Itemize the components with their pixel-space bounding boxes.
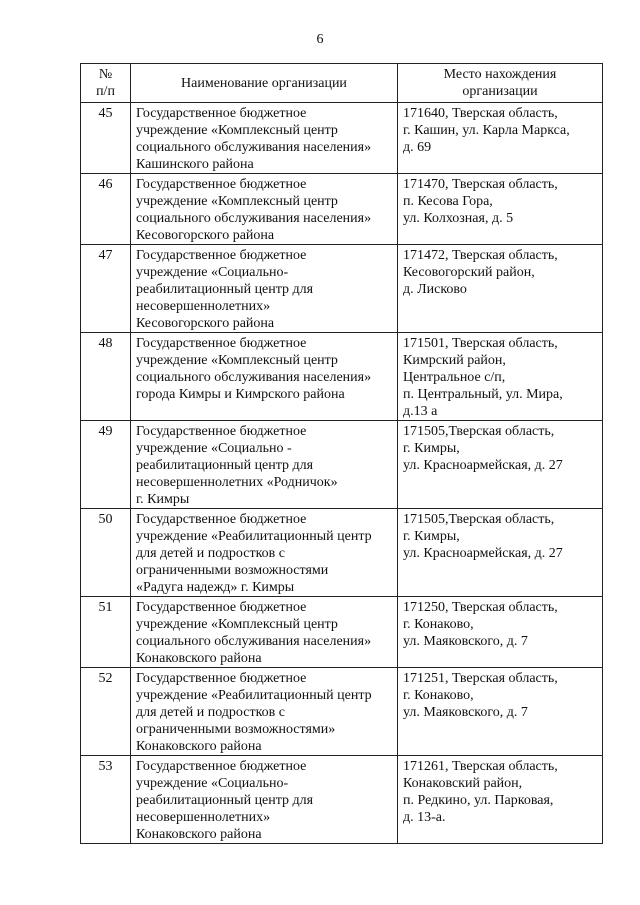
organization-name: Государственное бюджетное учреждение «Социально- реабилитационный центр для несовершеннолетних» Кесовогорского района [131, 245, 398, 333]
organization-name: Государственное бюджетное учреждение «Комплексный центр социального обслуживания населения» Кашинского района [131, 103, 398, 174]
page-number: 6 [316, 32, 324, 47]
header-organization-name: Наименование организации [131, 64, 398, 103]
header-location: Место нахождения организации [398, 64, 603, 103]
table-row [81, 421, 603, 509]
row-number: 53 [81, 756, 131, 844]
header-number: № п/п [81, 64, 131, 103]
row-number: 51 [81, 597, 131, 668]
row-number: 49 [81, 421, 131, 509]
organization-name: Государственное бюджетное учреждение «Социально- реабилитационный центр для несовершеннолетних» Конаковского района [131, 756, 398, 844]
organization-name: Государственное бюджетное учреждение «Комплексный центр социального обслуживания населения» Конаковского района [131, 597, 398, 668]
organization-address: 171505,Тверская область, г. Кимры, ул. Красноармейская, д. 27 [398, 421, 603, 509]
row-number: 48 [81, 333, 131, 421]
organization-name: Государственное бюджетное учреждение «Социально - реабилитационный центр для несовершеннолетних «Родничок» г. Кимры [131, 421, 398, 509]
table-header-row [81, 64, 603, 103]
table-row [81, 509, 603, 597]
organization-name: Государственное бюджетное учреждение «Комплексный центр социального обслуживания населения» Кесовогорского района [131, 174, 398, 245]
organization-address: 171472, Тверская область, Кесовогорский район, д. Лисково [398, 245, 603, 333]
table-row [81, 756, 603, 844]
table-row [81, 245, 603, 333]
organizations-table [80, 63, 603, 844]
organization-address: 171470, Тверская область, п. Кесова Гора, ул. Колхозная, д. 5 [398, 174, 603, 245]
organization-address: 171501, Тверская область, Кимрский район, Центральное с/п, п. Центральный, ул. Мира, д.13 а [398, 333, 603, 421]
table-row [81, 597, 603, 668]
organization-address: 171505,Тверская область, г. Кимры, ул. Красноармейская, д. 27 [398, 509, 603, 597]
organization-name: Государственное бюджетное учреждение «Реабилитационный центр для детей и подростков с ограниченными возможностями» Конаковского района [131, 668, 398, 756]
table-row [81, 668, 603, 756]
row-number: 46 [81, 174, 131, 245]
organization-name: Государственное бюджетное учреждение «Реабилитационный центр для детей и подростков с ограниченными возможностями «Радуга надежд» г. Кимры [131, 509, 398, 597]
row-number: 50 [81, 509, 131, 597]
organization-address: 171640, Тверская область, г. Кашин, ул. Карла Маркса, д. 69 [398, 103, 603, 174]
row-number: 45 [81, 103, 131, 174]
organization-name: Государственное бюджетное учреждение «Комплексный центр социального обслуживания населения» города Кимры и Кимрского района [131, 333, 398, 421]
organization-address: 171261, Тверская область, Конаковский район, п. Редкино, ул. Парковая, д. 13-а. [398, 756, 603, 844]
organization-address: 171251, Тверская область, г. Конаково, ул. Маяковского, д. 7 [398, 668, 603, 756]
table-row [81, 103, 603, 174]
row-number: 52 [81, 668, 131, 756]
table-row [81, 174, 603, 245]
row-number: 47 [81, 245, 131, 333]
table-row [81, 333, 603, 421]
organization-address: 171250, Тверская область, г. Конаково, ул. Маяковского, д. 7 [398, 597, 603, 668]
